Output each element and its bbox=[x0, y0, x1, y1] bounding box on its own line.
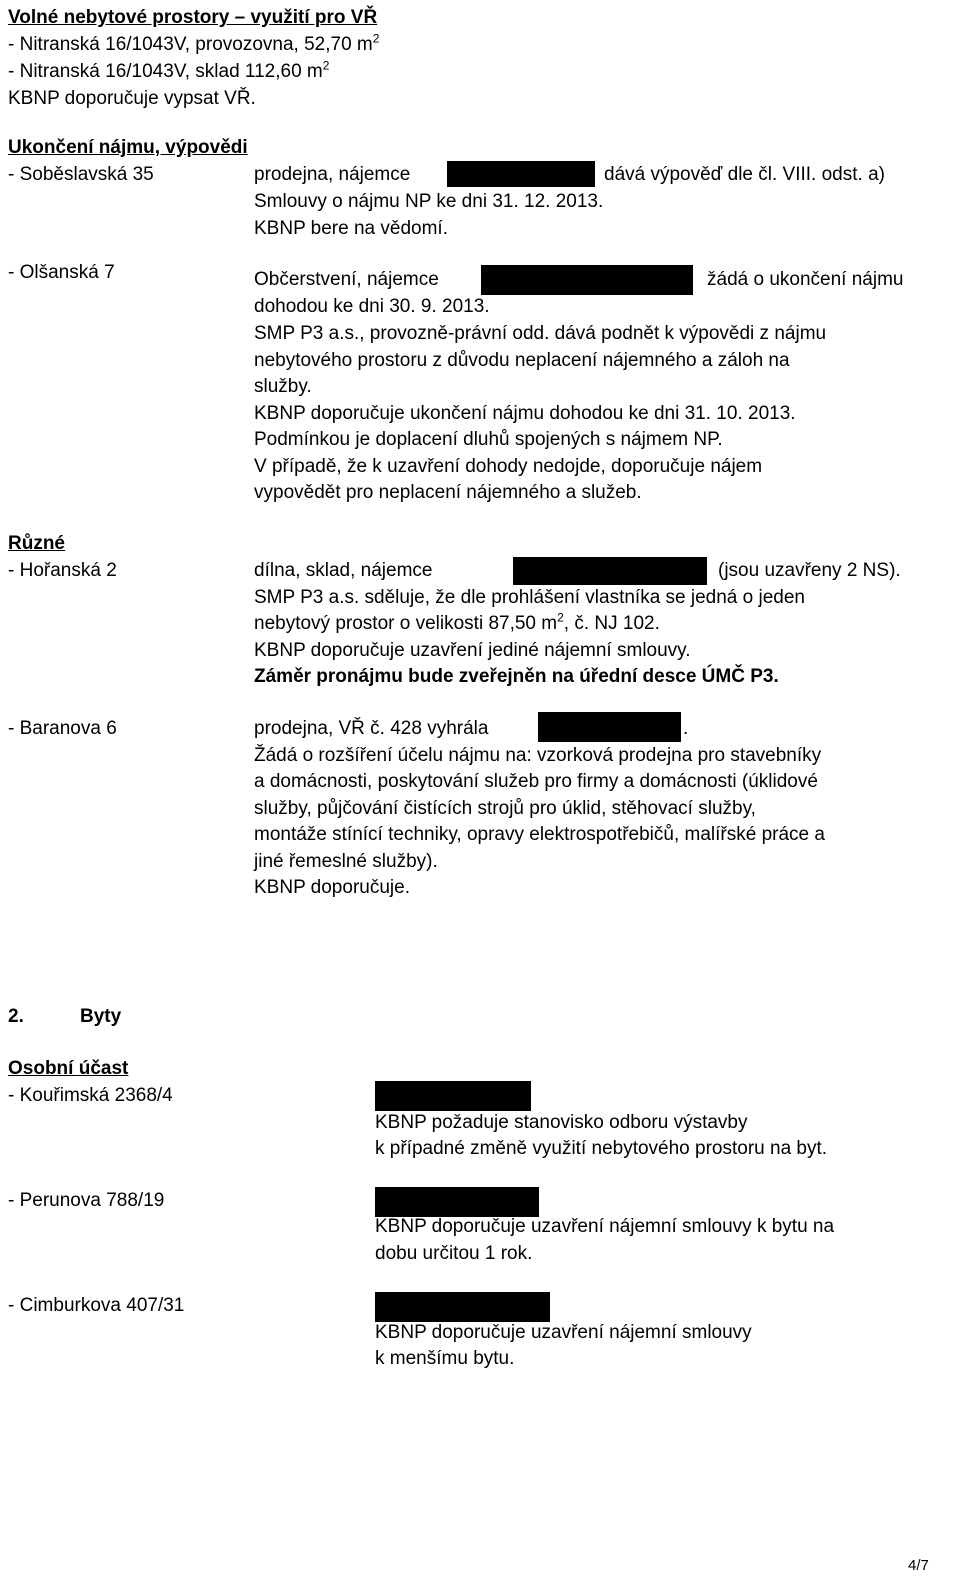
text-line: k menšímu bytu. bbox=[375, 1348, 515, 1369]
text-line: jiné řemeslné služby). bbox=[254, 851, 438, 872]
text-line: KBNP doporučuje uzavření nájemní smlouvy k bytu na bbox=[375, 1216, 835, 1237]
text-line: KBNP požaduje stanovisko odboru výstavby bbox=[375, 1112, 748, 1133]
text-line: KBNP doporučuje ukončení nájmu dohodou ke dni 31. 10. 2013. bbox=[254, 403, 796, 424]
text-line: a domácnosti, poskytování služeb pro firmy a domácnosti (úklidové bbox=[254, 771, 818, 792]
text-line: služby. bbox=[254, 376, 312, 397]
text-line: KBNP doporučuje uzavření jediné nájemní smlouvy. bbox=[254, 640, 691, 661]
text-line: nebytový prostor o velikosti 87,50 $m^2$, č. NJ 102. bbox=[254, 610, 660, 634]
text-line: dílna, sklad, nájemce bbox=[254, 560, 433, 581]
text-line: V případě, že k uzavření dohody nedojde, doporučuje nájem bbox=[254, 456, 763, 477]
section-heading-ruzne: Různé bbox=[8, 533, 65, 554]
text-line: k případné změně využití nebytového prostoru na byt. bbox=[375, 1138, 828, 1159]
item-label-kourimska: - Kouřimská 2368/4 bbox=[8, 1085, 173, 1106]
item-label-soberlavska: - Soběslavská 35 bbox=[8, 164, 154, 185]
text-line: - Nitranská 16/1043V, sklad 112,60 $m^2$ bbox=[8, 58, 330, 82]
text-line: žádá o ukončení nájmu bbox=[707, 269, 904, 290]
redaction-box bbox=[538, 712, 681, 742]
redaction-box bbox=[513, 557, 707, 585]
text-line: KBNP doporučuje vypsat VŘ. bbox=[8, 88, 256, 109]
redaction-box bbox=[447, 161, 595, 187]
text-line-bold: Záměr pronájmu bude zveřejněn na úřední desce ÚMČ P3. bbox=[254, 666, 779, 687]
text-line: dobu určitou 1 rok. bbox=[375, 1243, 533, 1264]
text-line: Podmínkou je doplacení dluhů spojených s nájmem NP. bbox=[254, 429, 723, 450]
text-line: . bbox=[683, 718, 689, 739]
text-line: KBNP bere na vědomí. bbox=[254, 218, 448, 239]
text-line: KBNP doporučuje. bbox=[254, 877, 410, 898]
item-label-horanska: - Hořanská 2 bbox=[8, 560, 117, 581]
section-heading-volne: Volné nebytové prostory – využití pro VŘ bbox=[8, 7, 378, 28]
text-line: Občerstvení, nájemce bbox=[254, 269, 439, 290]
item-label-baranova: - Baranova 6 bbox=[8, 718, 117, 739]
redaction-box bbox=[375, 1187, 539, 1217]
text-line: Smlouvy o nájmu NP ke dni 31. 12. 2013. bbox=[254, 191, 604, 212]
text-line: - Nitranská 16/1043V, provozovna, 52,70 $m^2$ bbox=[8, 31, 380, 55]
text-line: SMP P3 a.s., provozně-právní odd. dává podnět k výpovědi z nájmu bbox=[254, 323, 827, 344]
page-number: 4/7 bbox=[908, 1557, 929, 1574]
redaction-box bbox=[481, 265, 693, 295]
text-line: nebytového prostoru z důvodu neplacení nájemného a záloh na bbox=[254, 350, 790, 371]
text-line: prodejna, VŘ č. 428 vyhrála bbox=[254, 718, 489, 739]
section-heading-ukonceni: Ukončení nájmu, výpovědi bbox=[8, 137, 248, 158]
text-line: dává výpověď dle čl. VIII. odst. a) bbox=[604, 164, 885, 185]
section-heading-byty: Byty bbox=[80, 1006, 122, 1027]
redaction-box bbox=[375, 1292, 550, 1322]
text-line: prodejna, nájemce bbox=[254, 164, 411, 185]
section-heading-osobni: Osobní účast bbox=[8, 1058, 129, 1079]
redaction-box bbox=[375, 1081, 531, 1111]
text-line: služby, půjčování čistících strojů pro úklid, stěhovací služby, bbox=[254, 798, 756, 819]
text-line: vypovědět pro neplacení nájemného a služeb. bbox=[254, 482, 642, 503]
text-line: (jsou uzavřeny 2 NS). bbox=[718, 560, 901, 581]
text-line: Žádá o rozšíření účelu nájmu na: vzorková prodejna pro stavebníky bbox=[254, 745, 822, 766]
section-number: 2. bbox=[8, 1006, 24, 1027]
text-line: montáže stínící techniky, opravy elektrospotřebičů, malířské práce a bbox=[254, 824, 825, 845]
item-label-perunova: - Perunova 788/19 bbox=[8, 1190, 165, 1211]
item-label-olsanska: - Olšanská 7 bbox=[8, 262, 115, 283]
text-line: dohodou ke dni 30. 9. 2013. bbox=[254, 296, 490, 317]
text-line: SMP P3 a.s. sděluje, že dle prohlášení vlastníka se jedná o jeden bbox=[254, 587, 805, 608]
text-line: KBNP doporučuje uzavření nájemní smlouvy bbox=[375, 1322, 752, 1343]
item-label-cimburkova: - Cimburkova 407/31 bbox=[8, 1295, 185, 1316]
